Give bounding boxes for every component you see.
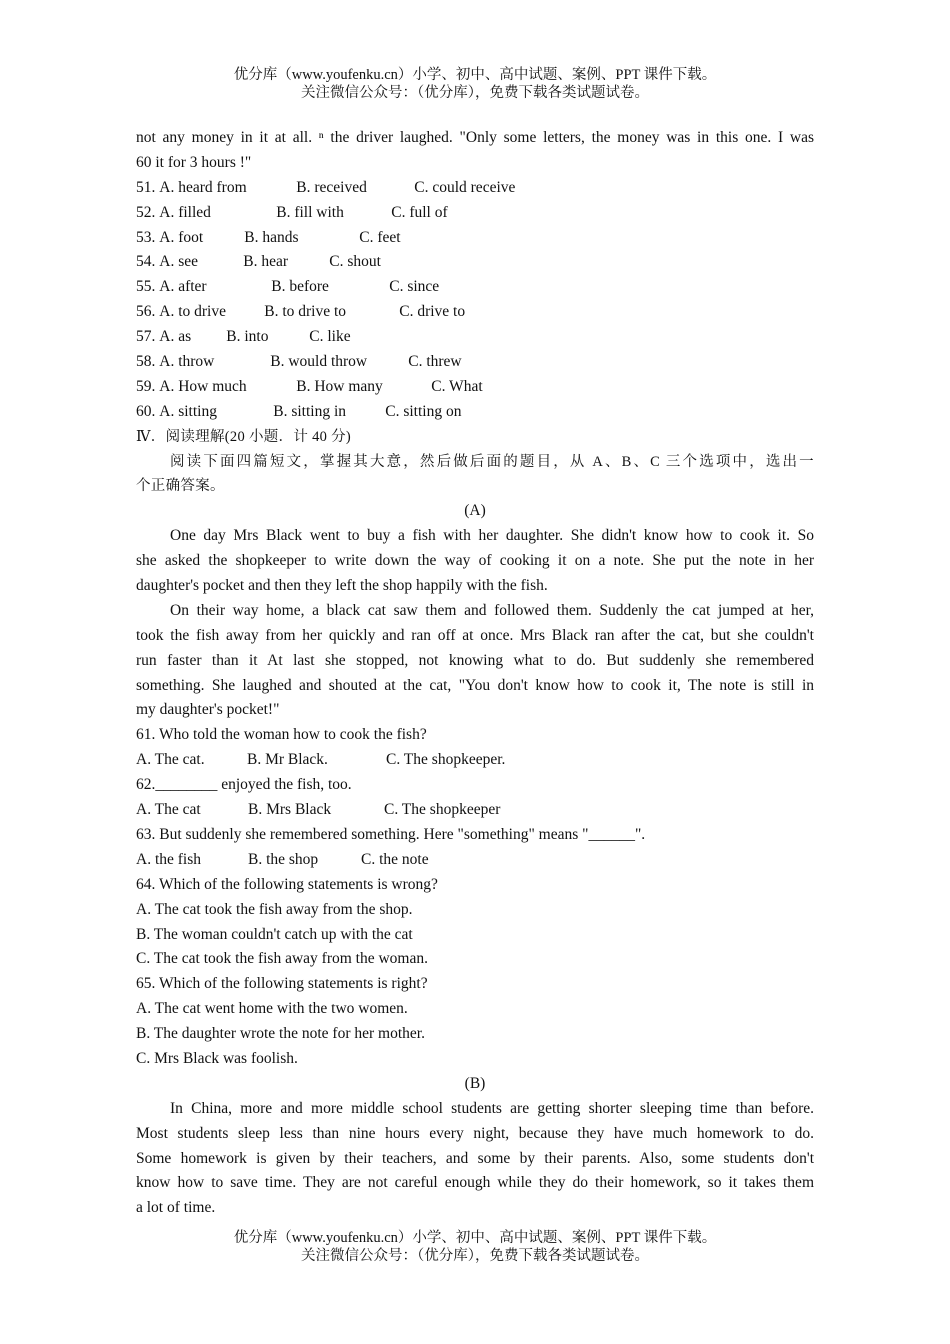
option-c: C. feet (359, 228, 401, 246)
option-b: B. the shop (248, 850, 319, 868)
question-stem: 62.________ enjoyed the fish, too. (136, 776, 352, 794)
page-content (136, 126, 814, 1221)
option-a: A. after (159, 278, 207, 296)
item-number: 58. (136, 353, 156, 371)
option-b: B. before (271, 278, 329, 296)
option-c: C. could receive (414, 178, 516, 196)
option-b: B. Mr Black. (247, 751, 328, 769)
option-b: B. into (226, 328, 269, 346)
header-line-2: 关注微信公众号：（优分库），免费下载各类试题试卷。 (301, 85, 649, 101)
passage-line: One day Mrs Black went to buy a fish with her daughter. She didn't know how to cook it. So (170, 527, 814, 545)
passage-line: run faster than it At last she stopped, not knowing what to do. But suddenly she remembered (136, 651, 814, 669)
intro-line-1: not any money in it at all. ⁿ the driver laughed. "Only some letters, the money was in this one. I was (136, 129, 814, 146)
question-62 (136, 773, 814, 823)
question-stem: 61. Who told the woman how to cook the fish? (136, 726, 427, 744)
option-a: A. see (159, 253, 198, 271)
cloze-item-58 (136, 350, 814, 375)
option-b: B. would throw (270, 353, 368, 371)
section-instructions-line-1: 阅读下面四篇短文，掌握其大意，然后做后面的题目，从 A、B、C 三个选项中，选出一 (170, 453, 814, 470)
option-c: C. like (309, 328, 351, 346)
option-b: B. hear (243, 253, 289, 271)
intro-line-2: 60 it for 3 hours !" (136, 153, 252, 171)
option-c: C. What (431, 377, 483, 395)
passage-a-paragraph-2 (136, 599, 814, 723)
footer-line-1: 优分库（www.youfenku.cn）小学、初中、高中试题、案例、PPT 课件下载。 (233, 1230, 717, 1246)
option-b: B. The woman couldn't catch up with the cat (136, 925, 413, 943)
footer-line-2: 关注微信公众号：（优分库），免费下载各类试题试卷。 (301, 1248, 649, 1264)
option-b: B. fill with (276, 203, 344, 221)
option-a: A. throw (159, 353, 215, 371)
option-c: C. the note (361, 850, 429, 868)
option-c: C. sitting on (385, 402, 462, 420)
option-c: C. The cat took the fish away from the woman. (136, 950, 428, 968)
question-64 (136, 873, 814, 973)
item-number: 57. (136, 328, 156, 346)
question-61 (136, 723, 814, 773)
option-b: B. How many (296, 377, 383, 395)
option-a: A. The cat (136, 801, 201, 819)
passage-line: In China, more and more middle school students are getting shorter sleeping time than before. (170, 1099, 814, 1117)
cloze-item-60 (136, 400, 814, 425)
question-65 (136, 972, 814, 1072)
item-number: 59. (136, 377, 156, 395)
option-a: A. sitting (159, 402, 217, 420)
passage-line: something. She laughed and shouted at the cat, "You don't know how to cook it, The note is still in (136, 676, 814, 694)
cloze-item-55 (136, 275, 814, 300)
option-a: A. the fish (136, 850, 202, 868)
option-a: A. as (159, 328, 192, 346)
option-b: B. received (296, 178, 367, 196)
option-a: A. filled (159, 203, 211, 221)
option-c: C. The shopkeeper. (386, 751, 506, 769)
item-number: 54. (136, 253, 156, 271)
option-a: A. The cat took the fish away from the shop. (136, 900, 413, 918)
passage-line: she asked the shopkeeper to write down the way of cooking it on a note. She put the note in her (136, 552, 814, 570)
option-a: A. to drive (159, 303, 226, 321)
item-number: 56. (136, 303, 156, 321)
option-b: B. sitting in (273, 402, 347, 420)
page-footer (0, 1229, 950, 1265)
option-b: B. Mrs Black (248, 801, 332, 819)
cloze-item-59 (136, 375, 814, 400)
option-c: C. threw (408, 353, 462, 371)
item-number: 55. (136, 278, 156, 296)
section-title: Ⅳ．阅读理解(20 小题．计 40 分) (136, 428, 352, 445)
passage-line: Most students sleep less than nine hours every night, because they have much homework to do. (136, 1124, 814, 1142)
option-b: B. to drive to (264, 303, 347, 321)
cloze-item-57 (136, 325, 814, 350)
item-number: 52. (136, 203, 156, 221)
question-stem: 65. Which of the following statements is right? (136, 975, 428, 993)
passage-line: a lot of time. (136, 1199, 216, 1217)
passage-line: my daughter's pocket!" (136, 701, 280, 719)
option-c: C. shout (329, 253, 381, 271)
page-header (0, 66, 950, 102)
cloze-item-54 (136, 250, 814, 275)
option-c: C. Mrs Black was foolish. (136, 1049, 298, 1067)
cloze-item-52 (136, 201, 814, 226)
passage-line: Some homework is given by their teachers, and some by their parents. Also, some students don't (136, 1149, 814, 1167)
option-a: A. heard from (159, 178, 247, 196)
cloze-item-51 (136, 176, 814, 201)
header-line-1: 优分库（www.youfenku.cn）小学、初中、高中试题、案例、PPT 课件下载。 (233, 67, 717, 83)
passage-a-paragraph-1 (136, 524, 814, 599)
question-stem: 64. Which of the following statements is wrong? (136, 875, 438, 893)
option-c: C. drive to (399, 303, 466, 321)
option-a: A. The cat went home with the two women. (136, 1000, 408, 1018)
option-a: A. How much (159, 377, 247, 395)
option-a: A. The cat. (136, 751, 205, 769)
passage-line: daughter's pocket and then they left the shop happily with the fish. (136, 577, 548, 595)
passage-b-label: (B) (464, 1074, 486, 1092)
passage-line: took the fish away from her quickly and ran off at once. Mrs Black ran after the cat, but she couldn't (136, 626, 814, 644)
item-number: 60. (136, 402, 156, 420)
question-options (136, 848, 814, 873)
option-c: C. full of (391, 203, 448, 221)
question-options (136, 748, 814, 773)
option-b: B. hands (244, 228, 299, 246)
passage-b-paragraph-1 (136, 1097, 814, 1221)
passage-a-label: (A) (464, 502, 486, 520)
option-a: A. foot (159, 228, 204, 246)
item-number: 53. (136, 228, 156, 246)
option-b: B. The daughter wrote the note for her mother. (136, 1025, 425, 1043)
option-c: C. The shopkeeper (384, 801, 501, 819)
passage-line: On their way home, a black cat saw them and followed them. Suddenly the cat jumped at her, (170, 601, 814, 619)
cloze-options (136, 176, 814, 425)
section-instructions-line-2: 个正确答案。 (136, 478, 225, 495)
item-number: 51. (136, 178, 156, 196)
question-63 (136, 823, 814, 873)
option-c: C. since (389, 278, 440, 296)
cloze-item-53 (136, 226, 814, 251)
passage-line: know how to save time. They are not careful enough while they do their homework, so it takes them (136, 1174, 814, 1192)
question-stem: 63. But suddenly she remembered something. Here "something" means "______". (136, 825, 646, 843)
question-options (136, 798, 814, 823)
cloze-item-56 (136, 300, 814, 325)
